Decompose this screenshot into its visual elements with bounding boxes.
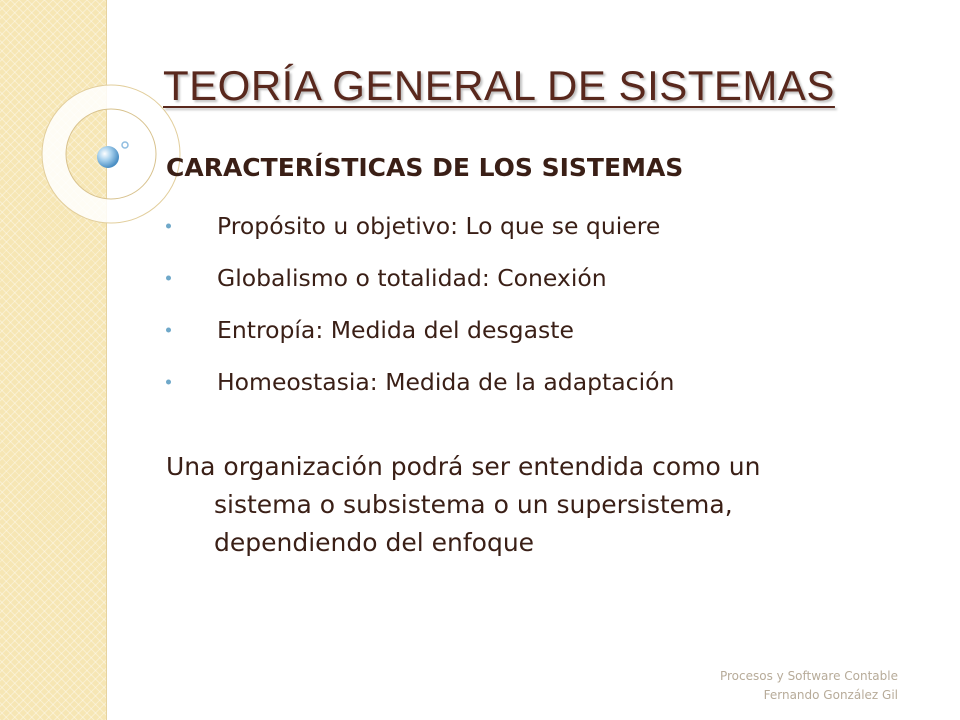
bullet-text: Propósito u objetivo: Lo que se quiere [217, 212, 661, 240]
bullet-list [166, 200, 674, 408]
sidebar-background [0, 0, 107, 720]
paragraph-line: dependiendo del enfoque [214, 528, 535, 557]
bullet-icon [166, 328, 171, 333]
bullet-icon [166, 380, 171, 385]
list-item [166, 304, 674, 356]
paragraph-line: sistema o subsistema o un supersistema, [214, 490, 733, 519]
slide-footer [720, 667, 898, 705]
footer-course: Procesos y Software Contable [719, 669, 898, 683]
slide-title: TEORÍA GENERAL DE SISTEMAS [163, 62, 835, 109]
bullet-text: Entropía: Medida del desgaste [217, 316, 574, 344]
list-item [166, 200, 674, 252]
footer-author: Fernando González Gil [763, 688, 898, 702]
bullet-icon [166, 276, 171, 281]
slide-subtitle: CARACTERÍSTICAS DE LOS SISTEMAS [166, 153, 684, 182]
paragraph-line: Una organización podrá ser entendida como un [166, 452, 761, 481]
list-item [166, 356, 674, 408]
small-ring [122, 142, 128, 148]
bullet-icon [166, 224, 171, 229]
body-paragraph [166, 448, 886, 562]
bullet-text: Globalismo o totalidad: Conexión [217, 264, 607, 292]
bullet-text: Homeostasia: Medida de la adaptación [217, 368, 675, 396]
list-item [166, 252, 674, 304]
